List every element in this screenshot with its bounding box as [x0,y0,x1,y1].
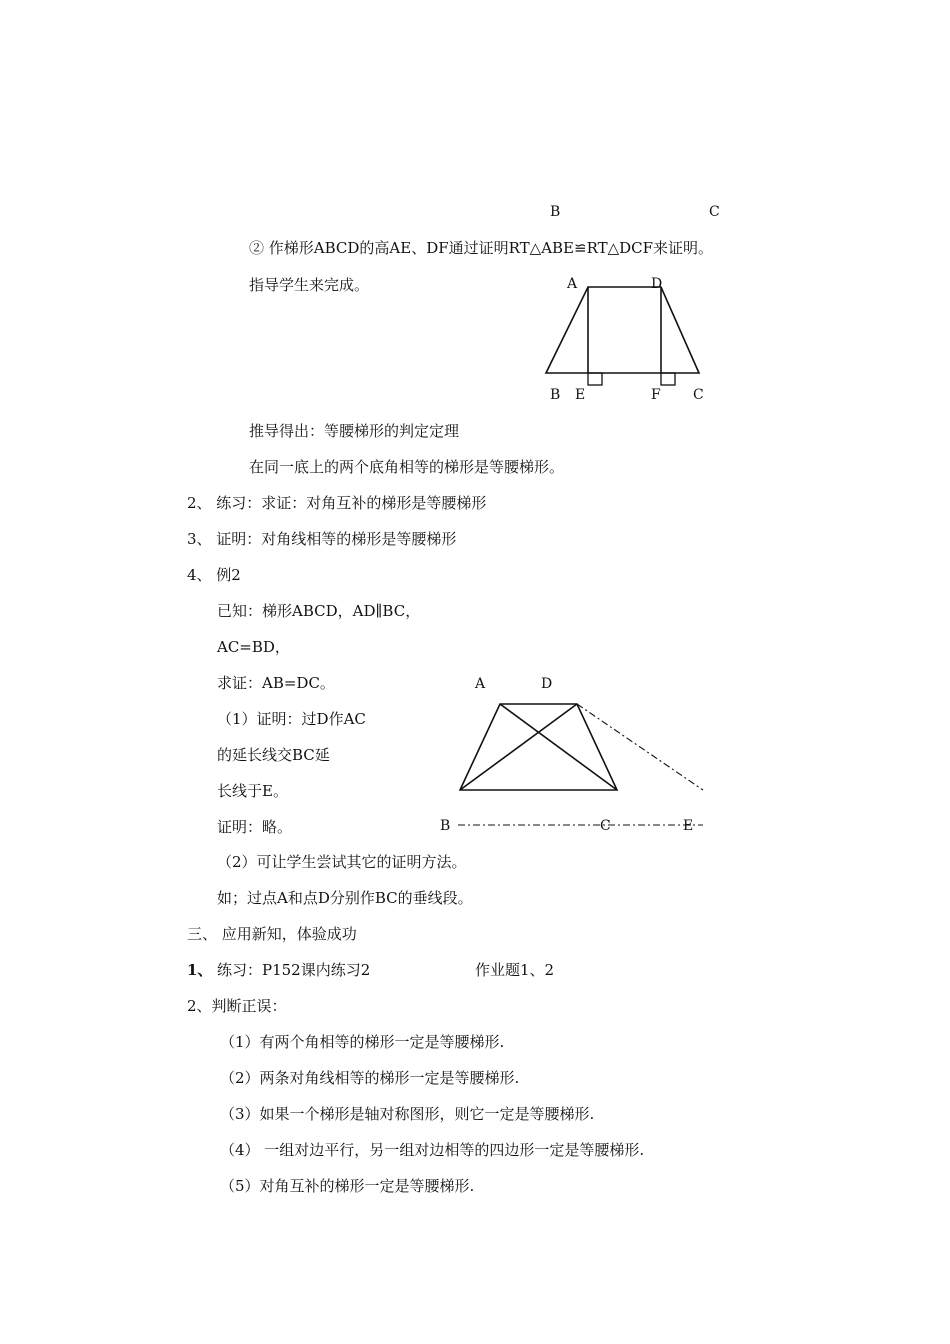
judge-item-4: （4） 一组对边平行，另一组对边相等的四边形一定是等腰梯形. [220,1141,645,1159]
theorem-text: 在同一底上的两个底角相等的梯形是等腰梯形。 [249,458,565,476]
trapezoid-heights-figure [546,276,704,403]
proof2b-text: 如；过点A和点D分别作BC的垂线段。 [217,889,473,907]
fig1-label-b: B [550,387,561,403]
trapezoid-outline [546,287,699,373]
fig1-label-c: C [693,387,704,403]
judge-heading: 2、判断正误： [187,997,287,1015]
step2-text: ② 作梯形ABCD的高AE、DF通过证明RT△ABE≌RT△DCF来证明。 [249,239,714,257]
top-label-b: B [550,204,561,220]
proof1b-text: 的延长线交BC延 [217,746,330,764]
trapezoid-diagonals-figure [440,676,703,834]
homework-text: 作业题1、2 [475,961,555,979]
fig2-label-a: A [475,676,486,692]
proof2-text: （2）可让学生尝试其它的证明方法。 [217,853,467,871]
item4-text: 4、 例2 [187,566,241,584]
extension-de [577,704,703,790]
derive-text: 推导得出：等腰梯形的判定定理 [249,422,460,440]
proof1a-text: （1）证明：过D作AC [217,710,366,728]
section3-heading: 三、 应用新知，体验成功 [187,925,357,943]
proof1c-text: 长线于E。 [217,782,288,800]
fig2-label-e: E [683,818,694,834]
guide-text: 指导学生来完成。 [249,276,370,294]
judge-item-5: （5）对角互补的梯形一定是等腰梯形. [220,1177,475,1195]
given2-text: AC=BD， [217,638,290,656]
judge-item-2: （2）两条对角线相等的梯形一定是等腰梯形. [220,1069,520,1087]
proof-omit-text: 证明：略。 [217,818,293,836]
item2-text: 2、 练习：求证：对角互补的梯形是等腰梯形 [187,494,487,512]
top-label-c: C [709,204,720,220]
fig1-label-d: D [651,276,663,292]
trapezoid2-outline [460,704,617,790]
practice-text: 练习：P152课内练习2 [217,961,371,979]
judge-item-3: （3）如果一个梯形是轴对称图形，则它一定是等腰梯形. [220,1105,595,1123]
fig1-label-a: A [567,276,578,292]
prove-text: 求证：AB=DC。 [217,674,335,692]
item3-text: 3、 证明：对角线相等的梯形是等腰梯形 [187,530,457,548]
fig2-label-d: D [541,676,553,692]
fig2-label-c: C [600,818,611,834]
right-angle-mark-f [661,373,675,385]
practice-number: 1、 [187,961,213,979]
judge-item-1: （1）有两个角相等的梯形一定是等腰梯形. [220,1033,505,1051]
fig1-label-f: F [651,387,661,403]
given1-text: 已知：梯形ABCD，AD∥BC， [217,602,421,620]
fig1-label-e: E [575,387,586,403]
right-angle-mark-e [588,373,602,385]
fig2-label-b: B [440,818,451,834]
